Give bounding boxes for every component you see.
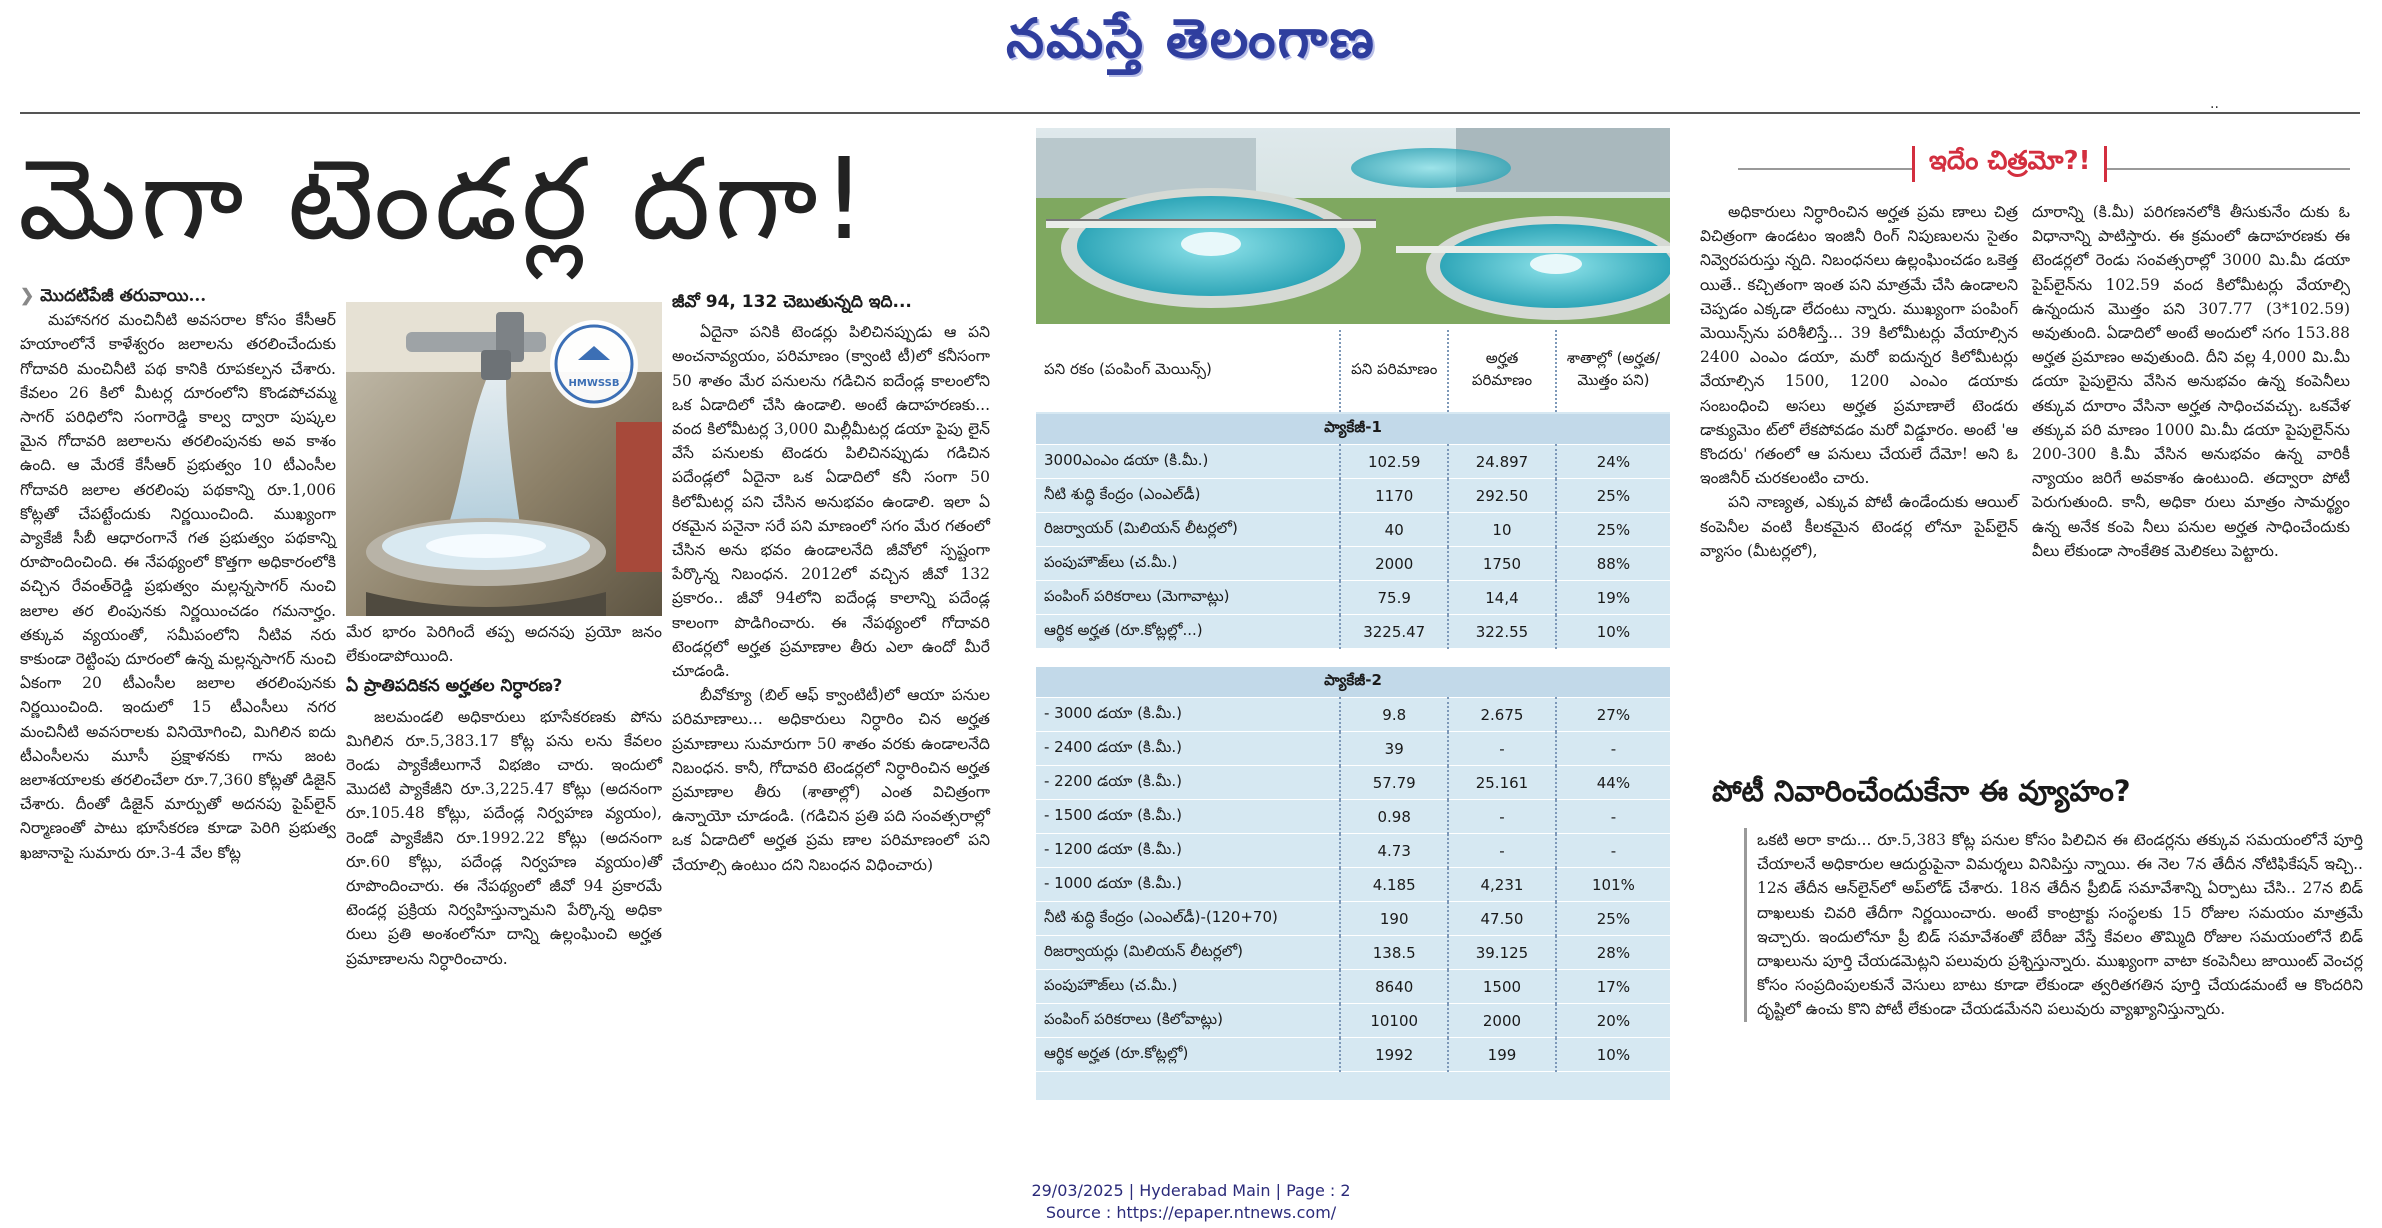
table-row <box>1036 902 1670 936</box>
cell-eligibility-quantity: 1500 <box>1448 970 1556 1004</box>
cell-work-type: - 3000 డయా (కి.మీ.) <box>1036 698 1340 732</box>
cell-eligibility-quantity: 25.161 <box>1448 766 1556 800</box>
cell-eligibility-quantity: 199 <box>1448 1038 1556 1072</box>
cell-work-quantity: 1170 <box>1340 479 1448 513</box>
table-row <box>1036 615 1670 649</box>
cell-percentage: 44% <box>1556 766 1670 800</box>
cell-work-quantity: 0.98 <box>1340 800 1448 834</box>
cell-eligibility-quantity: 322.55 <box>1448 615 1556 649</box>
cell-percentage: - <box>1556 834 1670 868</box>
cell-work-type: - 2200 డయా (కి.మీ.) <box>1036 766 1340 800</box>
cell-percentage: 101% <box>1556 868 1670 902</box>
cell-percentage: - <box>1556 732 1670 766</box>
article-column-6 <box>2032 200 2350 563</box>
cell-work-quantity: 4.185 <box>1340 868 1448 902</box>
subhead-criteria: ఏ ప్రాతిపదికన అర్హతల నిర్ధారణ? <box>346 676 563 697</box>
cell-percentage: 25% <box>1556 513 1670 547</box>
package-2-body <box>1036 698 1670 1072</box>
masthead <box>0 0 2382 80</box>
cell-work-quantity: 57.79 <box>1340 766 1448 800</box>
article-column-1 <box>20 284 336 865</box>
article-column-3 <box>672 290 990 877</box>
rule-dots: .. <box>2210 96 2219 112</box>
cell-work-type: పంపింగ్ పరికరాలు (కిలోవాట్లు) <box>1036 1004 1340 1038</box>
cell-work-quantity: 2000 <box>1340 547 1448 581</box>
cell-work-type: - 1500 డయా (కి.మీ.) <box>1036 800 1340 834</box>
paragraph: జలమండలి అధికారులు భూసేకరణకు పోను మిగిలిన రూ.5,383.17 కోట్ల పను లను కేవలం రెండు ప్యాకేజీలుగానే విభజిం చారు. ఇందులో మొదటి ప్యాకేజీని రూ.3,225.47 కోట్లు (అదనంగా రూ.105.48 కోట్లు, పదేండ్ల నిర్వహణ వ్యయం), రెండో ప్యాకేజీని రూ.1992.22 కోట్లు (అదనంగా రూ.60 కోట్లు, పదేండ్ల నిర్వహణ వ్యయం)తో రూపొందించారు. ఈ నేపథ్యంలో జీవో 94 ప్రకారమే టెండర్ల ప్రక్రియ నిర్వహిస్తున్నామని పేర్కొన్న అధికా రులు ప్రతి అంశంలోనూ దాన్ని ఉల్లంఘించి అర్హత ప్రమాణాలను నిర్ధారించారు. <box>346 707 662 968</box>
cell-eligibility-quantity: 4,231 <box>1448 868 1556 902</box>
cell-eligibility-quantity: 1750 <box>1448 547 1556 581</box>
cell-eligibility-quantity: 2.675 <box>1448 698 1556 732</box>
cell-eligibility-quantity: 10 <box>1448 513 1556 547</box>
header-percentage: శాతాల్లో (అర్హత/ మొత్తం పని) <box>1556 330 1670 413</box>
footer-source: Source : https://epaper.ntnews.com/ <box>1045 1203 1337 1222</box>
paragraph: అధికారులు నిర్ధారించిన అర్హత ప్రమ ణాలు చిత్ర విచిత్రంగా ఉండటం ఇంజినీ రింగ్ నిపుణులను సైతం నివ్వెరపరుస్తు న్నది. నిబంధనలు ఉల్లంఘించడం ఒకెత్త యితే.. కచ్చితంగా ఇంత పని మాత్రమే చేసి ఉండాలని చెప్పడం ఎక్కడా లేదంటు న్నారు. ముఖ్యంగా పంపింగ్ మెయిన్స్‌ను పరిశీలిస్తే... 39 కిలోమీటర్లు వేయాల్సిన 2400 ఎంఎం డయా, మరో ఐదున్నర కిలోమీటర్లు వేయాల్సిన 1500, 1200 ఎంఎం డయాకు సంబంధించి అసలు అర్హత ప్రమాణాలే టెండరు డాక్యుమెం ట్‌లో లేకపోవడం మరో విడ్డూరం. అంటే 'ఆ కొందరు' గతంలో ఆ పనులు చేయలే దేమో! అని ఓ ఇంజినీర్ చురకలంటిం చారు. <box>1700 203 2018 488</box>
table-row <box>1036 834 1670 868</box>
cell-percentage: 24% <box>1556 445 1670 479</box>
cell-eligibility-quantity: 39.125 <box>1448 936 1556 970</box>
cell-work-type: 3000ఎంఎం డయా (కి.మీ.) <box>1036 445 1340 479</box>
cell-work-quantity: 40 <box>1340 513 1448 547</box>
cell-work-type: నీటి శుద్ధి కేంద్రం (ఎంఎల్‌డీ)-(120+70) <box>1036 902 1340 936</box>
footer-date-edition: 29/03/2025 | Hyderabad Main | Page : 2 <box>1031 1181 1351 1200</box>
table-gap <box>1036 649 1670 668</box>
cell-work-quantity: 4.73 <box>1340 834 1448 868</box>
table-row <box>1036 445 1670 479</box>
table-row <box>1036 698 1670 732</box>
package-1-row <box>1036 413 1670 445</box>
cell-work-type: పంపుహౌజ్‌లు (చ.మీ.) <box>1036 547 1340 581</box>
cell-work-type: - 2400 డయా (కి.మీ.) <box>1036 732 1340 766</box>
cell-work-quantity: 39 <box>1340 732 1448 766</box>
newspaper-logo: నమస్తే తెలంగాణ <box>1006 6 1376 70</box>
cell-work-type: రిజర్వాయర్లు (మిలియన్ లీటర్లలో) <box>1036 936 1340 970</box>
header-work-type: పని రకం (పంపింగ్ మెయిన్స్) <box>1036 330 1340 413</box>
caption: మేర భారం పెరిగిందే తప్ప అదనపు ప్రయో జనం లేకుండాపోయింది. <box>346 623 662 666</box>
table-row <box>1036 1004 1670 1038</box>
cell-work-quantity: 75.9 <box>1340 581 1448 615</box>
cell-eligibility-quantity: - <box>1448 800 1556 834</box>
masthead-rule <box>20 112 2360 114</box>
cell-work-quantity: 1992 <box>1340 1038 1448 1072</box>
header-eligibility-quantity: అర్హత పరిమాణం <box>1448 330 1556 413</box>
treatment-plant-photo <box>1036 128 1670 324</box>
cell-percentage: 27% <box>1556 698 1670 732</box>
cell-eligibility-quantity: 47.50 <box>1448 902 1556 936</box>
cell-percentage: - <box>1556 800 1670 834</box>
cell-work-quantity: 10100 <box>1340 1004 1448 1038</box>
table-row <box>1036 936 1670 970</box>
table-row <box>1036 581 1670 615</box>
cell-eligibility-quantity: - <box>1448 732 1556 766</box>
cell-work-type: - 1000 డయా (కి.మీ.) <box>1036 868 1340 902</box>
table-row <box>1036 868 1670 902</box>
table-row <box>1036 513 1670 547</box>
eligibility-table-grid <box>1036 330 1670 1072</box>
arrow-icon: ❯ <box>20 286 41 306</box>
table-row <box>1036 1038 1670 1072</box>
cell-percentage: 88% <box>1556 547 1670 581</box>
hmwssb-logo: HMWSSB <box>568 378 620 389</box>
paragraph: పని నాణ్యత, ఎక్కువ పోటీ ఉండేందుకు ఆయిల్ కంపెనీల వంటి కీలకమైన టెండర్ల లోనూ పైప్‌లైన్ వ్యాసం (మీటర్లలో), <box>1700 493 2018 560</box>
table-gap-cell <box>1036 649 1670 668</box>
article-competition <box>1744 828 2363 1022</box>
paragraph: ఏదైనా పనికి టెండర్లు పిలిచినప్పుడు ఆ పని అంచనావ్యయం, పరిమాణం (క్వాంటి టీ)లో కనీసంగా 50 శాతం మేర పనులను గడిచిన ఐదేండ్ల కాలంలోని ఒక ఏడాదిలో చేసి ఉండాలి. అంటే ఉదాహరణకు... వంద కిలోమీటర్ల 3,000 మిల్లీమీటర్ల డయా పైపు లైన్ వేసే పనులకు టెండరు పిలిచినప్పుడు గడిచిన పదేండ్లలో ఏదైనా ఒక ఏడాదిలో కనీ సంగా 50 కిలోమీటర్ల పని చేసిన అనుభవం ఉండాలి. ఇలా ఏ రకమైన పనైనా సరే పని మాణంలో సగం మేర గతంలో చేసిన అను భవం ఉండాలనేది జీవోలో స్పష్టంగా పేర్కొన్న నిబంధన. 2012లో వచ్చిన జీవో 132 ప్రకారం.. జీవో 94లోని ఐదేండ్ల కాలాన్ని పదేండ్ల కాలంగా పొడిగించారు. ఈ నేపథ్యంలో గోదావరి టెండర్లలో అర్హత ప్రమాణాల తీరు ఎలా ఉందో మీరే చూడండి. <box>672 323 990 681</box>
cell-eligibility-quantity: 24.897 <box>1448 445 1556 479</box>
cell-work-type: ఆర్థిక అర్హత (రూ.కోట్లల్లో...) <box>1036 615 1340 649</box>
cell-work-quantity: 8640 <box>1340 970 1448 1004</box>
kicker-text: మొదటిపేజీ తరువాయి... <box>40 286 207 306</box>
package-1-body <box>1036 445 1670 649</box>
cell-work-type: రిజర్వాయర్ (మిలియన్ లీటర్లలో) <box>1036 513 1340 547</box>
cell-eligibility-quantity: 2000 <box>1448 1004 1556 1038</box>
cell-percentage: 10% <box>1556 1038 1670 1072</box>
table-row <box>1036 970 1670 1004</box>
cell-work-quantity: 102.59 <box>1340 445 1448 479</box>
footer <box>0 1180 2382 1224</box>
paragraph: బీవోక్యూ (బిల్ ఆఫ్ క్వాంటిటీ)లో ఆయా పనుల పరిమాణాలు... అధికారులు నిర్ధారిం చిన అర్హత ప్రమాణాలు సుమారుగా 50 శాతం వరకు ఉండాలనేది నిబంధన. కానీ, గోదావరి టెండర్లలో నిర్ధారించిన అర్హత ప్రమాణాల తీరు (శాతాల్లో) ఎంత విచిత్రంగా ఉన్నాయో చూడండి. (గడిచిన ప్రతి పది సంవత్సరాల్లో ఒక ఏడాదిలో అర్హత ప్రమ ణాల పరిమాణంలో పని చేయాల్సి ఉంటుం దని నిబంధన విధించారు) <box>672 686 990 874</box>
cell-work-quantity: 9.8 <box>1340 698 1448 732</box>
article-column-2 <box>346 620 662 971</box>
cell-work-type: పంపుహౌజ్‌లు (చ.మీ.) <box>1036 970 1340 1004</box>
table-row <box>1036 766 1670 800</box>
cell-work-type: నీటి శుద్ధి కేంద్రం (ఎంఎల్‌డీ) <box>1036 479 1340 513</box>
paragraph: మహానగర మంచినీటి అవసరాల కోసం కేసీఆర్ హయాంలోనే కాళేశ్వరం జలాలను తరలించేందుకు గోదావరి మంచినీటి పథ కానికి రూపకల్పన చేశారు. కేవలం 26 కిలో మీటర్ల దూరంలోని కొండపోచమ్మ సాగర్ పరిధిలోని సంగారెడ్డి కాల్వ ద్వారా పుష్కల మైన గోదావరి జలాలను తరలింపునకు అవ కాశం ఉంది. ఆ మేరకే కేసీఆర్ ప్రభుత్వం 10 టీఎంసీల గోదావరి జలాల తరలింపు పథకాన్ని రూ.1,006 కోట్లతో చేపట్టేందుకు నిర్ణయించింది. ముఖ్యంగా ప్యాకేజీ సీబీ ఆధారంగానే గత ప్రభుత్వం పథకాన్ని రూపొందించింది. ఈ నేపథ్యంలో కొత్తగా అధికారంలోకి వచ్చిన రేవంత్‌రెడ్డి ప్రభుత్వం మల్లన్నసాగర్ నుంచి జలాల తర లింపునకు నిర్ణయించడం గమనార్హం. తక్కువ వ్యయంతో, సమీపంలోని నీటివ నరు కాకుండా రెట్టింపు దూరంలో ఉన్న మల్లన్నసాగర్ నుంచి ఏకంగా 20 టీఎంసీల జలాల తరలింపునకు నిర్ణయించింది. ఇందులో 15 టీఎంసీలు నగర మంచినీటి అవసరాలకు వినియోగించి, మిగిలిన ఐదు టీఎంసీలను మూసీ ప్రక్షాళనకు గాను జంట జలాశయాలకు తరలించేలా రూ.7,360 కోట్లతో డిజైన్ చేశారు. దీంతో డిజైన్ మార్పుతో అదనపు పైప్‌లైన్ నిర్మాణంతో పాటు భూసేకరణ కూడా పెరిగి ప్రభుత్వ ఖజానాపై సుమారు రూ.3-4 వేల కోట్ల <box>20 311 336 862</box>
package-1-label: ప్యాకేజీ-1 <box>1036 413 1670 445</box>
cell-percentage: 28% <box>1556 936 1670 970</box>
cell-work-quantity: 3225.47 <box>1340 615 1448 649</box>
kicker <box>20 284 336 308</box>
cell-work-type: - 1200 డయా (కి.మీ.) <box>1036 834 1340 868</box>
treatment-plant-illustration <box>1036 128 1670 324</box>
cell-work-quantity: 138.5 <box>1340 936 1448 970</box>
cell-work-type: ఆర్థిక అర్హత (రూ.కోట్లల్లో) <box>1036 1038 1340 1072</box>
package-2-row <box>1036 667 1670 698</box>
tap-water-photo <box>346 302 662 616</box>
table-header-row <box>1036 330 1670 413</box>
table-row <box>1036 547 1670 581</box>
headline: మెగా టెండర్ల దగా! <box>18 135 871 265</box>
header-work-quantity: పని పరిమాణం <box>1340 330 1448 413</box>
package-2-label: ప్యాకేజీ-2 <box>1036 667 1670 698</box>
cell-percentage: 20% <box>1556 1004 1670 1038</box>
cell-eligibility-quantity: 14,4 <box>1448 581 1556 615</box>
table-row <box>1036 732 1670 766</box>
cell-eligibility-quantity: 292.50 <box>1448 479 1556 513</box>
cell-percentage: 25% <box>1556 479 1670 513</box>
tap-water-illustration <box>346 302 662 616</box>
paragraph: ఒకటి అరా కాదు... రూ.5,383 కోట్ల పనుల కోసం పిలిచిన ఈ టెండర్లను తక్కువ సమయంలోనే పూర్తి చేయాలనే అధికారుల ఆదుర్దుపైనా విమర్శలు వినిపిస్తు న్నాయి. ఈ నెల 7న తేదీన నోటిఫికేషన్ ఇచ్చి.. 12న తేదీన ఆన్‌లైన్‌లో అప్‌లోడ్ చేశారు. 18న తేదీన ప్రీబిడ్ సమావేశాన్ని ఏర్పాటు చేసి.. 27న బిడ్ దాఖలుకు చివరి తేదీగా నిర్ణయించారు. అంటే కాంట్రాక్టు సంస్థలకు 15 రోజుల సమయం మాత్రమే ఇచ్చారు. ఇందులోనూ ప్రీ బిడ్ సమావేశంతో బేరీజు వేస్తే కేవలం తొమ్మిది రోజుల సమయంలోనే బిడ్ దాఖలును పూర్తి చేయడమెట్లని పలువురు ప్రశ్నిస్తున్నారు. ముఖ్యంగా వాటా కంపెనీలు జాయింట్ వెంచర్ల కోసం సంప్రదింపులకునే వెసులు బాటు కూడా లేకుండా త్వరితగతిన పూర్తి చేయడమంటే ఆ కొందరిని దృష్టిలో ఉంచు కొని పోటీ లేకుండా చేయడమేనని పలువురు వ్యాఖ్యానిస్తున్నారు. <box>1757 831 2363 1019</box>
cell-eligibility-quantity: - <box>1448 834 1556 868</box>
cell-percentage: 19% <box>1556 581 1670 615</box>
cell-work-quantity: 190 <box>1340 902 1448 936</box>
cell-percentage: 17% <box>1556 970 1670 1004</box>
table-row <box>1036 800 1670 834</box>
section-tag: ఇదేం చిత్రమో?! <box>1912 146 2107 182</box>
article-column-5 <box>1700 200 2018 563</box>
cell-work-type: పంపింగ్ పరికరాలు (మెగావాట్లు) <box>1036 581 1340 615</box>
paragraph: దూరాన్ని (కి.మీ) పరిగణనలోకి తీసుకునేం దుకు ఓ విధానాన్ని పాటిస్తారు. ఈ క్రమంలో ఉదాహరణకు ఈ టెండర్లలో రెండు సంవత్సరాల్లో 3000 మి.మీ డయా పైప్‌లైన్‌ను 102.59 వంద కిలోమీటర్లు వేయాల్సి ఉన్నందున మొత్తం పని 307.77 (3*102.59) అవుతుంది. ఏడాదిలో అంటే అందులో సగం 153.88 అర్హత ప్రమాణం అవుతుంది. దీని వల్ల 4,000 మి.మీ డయా పైపులైను వేసిన అనుభవం ఉన్న కంపెనీలు తక్కువ దూరాం వేసినా అర్హత సాధించవచ్చు. ఒకవేళ తక్కువ పరి మాణం 1000 మి.మీ డయా పైపులైన్‌ను 200-300 కి.మీ వేసిన అనుభవం ఉన్న వారికీ న్యాయం జరిగే అవకాశం ఉంటుంది. తద్వారా పోటీ పెరుగుతుంది. కానీ, అధికా రులు మాత్రం సామర్థ్యం ఉన్న అనేక కంపె నీలు పనుల అర్హత సాధించేందుకు వీలు లేకుండా సాంకేతిక మెలికలు పెట్టారు. <box>2032 203 2350 560</box>
eligibility-table <box>1036 330 1670 1100</box>
subheading-competition: పోటీ నివారించేందుకేనా ఈ వ్యూహం? <box>1712 774 2131 808</box>
table-row <box>1036 479 1670 513</box>
cell-percentage: 10% <box>1556 615 1670 649</box>
subhead-go: జీవో 94, 132 చెబుతున్నది ఇది... <box>672 292 912 312</box>
cell-percentage: 25% <box>1556 902 1670 936</box>
